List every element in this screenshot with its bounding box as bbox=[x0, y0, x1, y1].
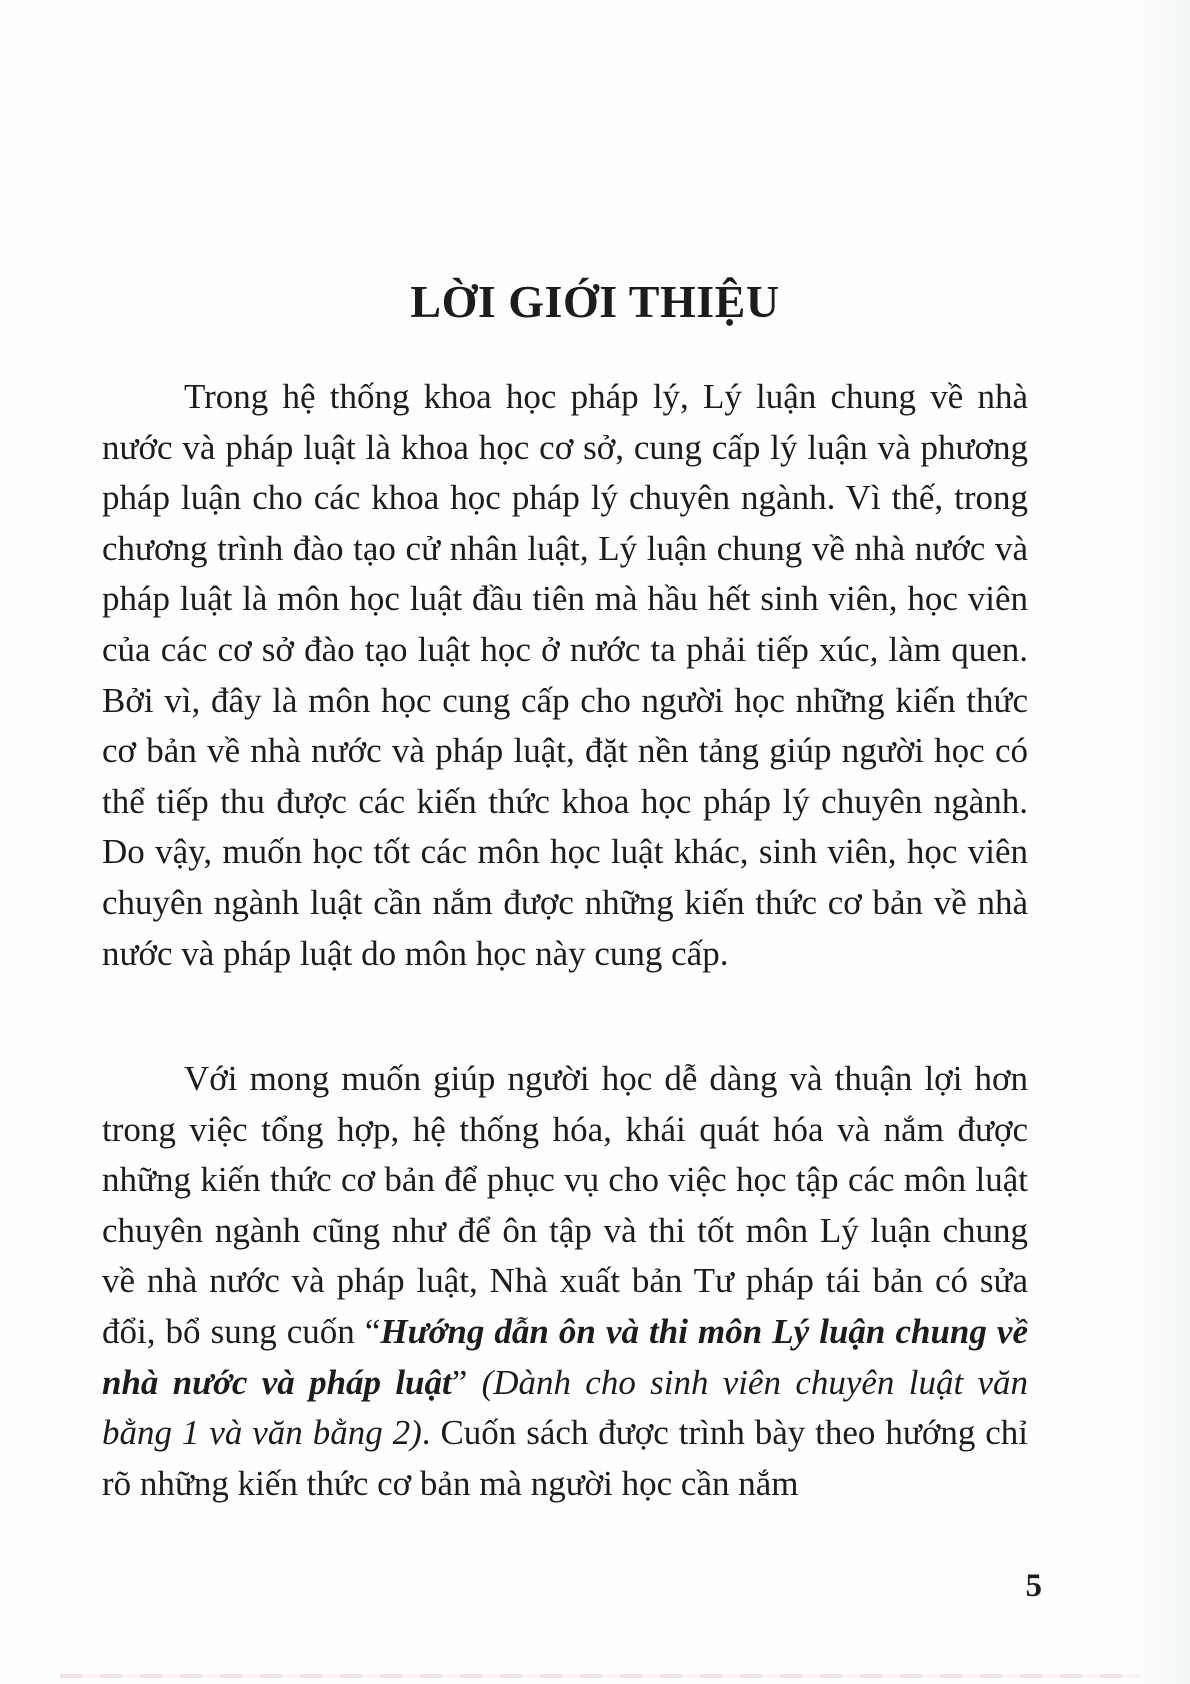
page-number: 5 bbox=[1025, 1568, 1042, 1604]
closing-quote: ” bbox=[451, 1362, 482, 1402]
page-edge-shadow bbox=[1130, 0, 1190, 1684]
book-title: Hướng dẫn ôn và thi môn Lý luận chung về nhà nước và pháp luật bbox=[102, 1311, 1029, 1402]
paragraph-purpose-continued: . Cuốn sách được trình bày theo hướng chỉ rõ những kiến thức cơ bản mà người học cần nắm bbox=[102, 1413, 1028, 1503]
scan-bottom-edge bbox=[60, 1674, 1140, 1678]
book-subtitle: (Dành cho sinh viên chuyên luật văn bằng 1 và văn bằng 2) bbox=[102, 1362, 1028, 1453]
paragraph-purpose bbox=[102, 1054, 1028, 1509]
paragraph-purpose-text: Với mong muốn giúp người học dễ dàng và thuận lợi hơn trong việc tổng hợp, hệ thống hóa, khái quát hóa và nắm được những kiến thức cơ bản để phục vụ cho việc học tập các môn luật chuyên ngành cũng như để ôn tập và thi tốt môn Lý luận chung về nhà nước và pháp luật, Nhà xuất bản Tư pháp tái bản có sửa đổi, bổ sung cuốn “ bbox=[102, 1059, 1028, 1351]
page-title: LỜI GIỚI THIỆU bbox=[410, 276, 780, 327]
paragraph-intro: Trong hệ thống khoa học pháp lý, Lý luận chung về nhà nước và pháp luật là khoa học cơ sở, cung cấp lý luận và phương pháp luận cho các khoa học pháp lý chuyên ngành. Vì thế, trong chương trình đào tạo cử nhân luật, Lý luận chung về nhà nước và pháp luật là môn học luật đầu tiên mà hầu hết sinh viên, học viên của các cơ sở đào tạo luật học ở nước ta phải tiếp xúc, làm quen. Bởi vì, đây là môn học cung cấp cho người học những kiến thức cơ bản về nhà nước và pháp luật, đặt nền tảng giúp người học có thể tiếp thu được các kiến thức khoa học pháp lý chuyên ngành. Do vậy, muốn học tốt các môn học luật khác, sinh viên, học viên chuyên ngành luật cần nắm được những kiến thức cơ bản về nhà nước và pháp luật do môn học này cung cấp. bbox=[102, 377, 1028, 973]
